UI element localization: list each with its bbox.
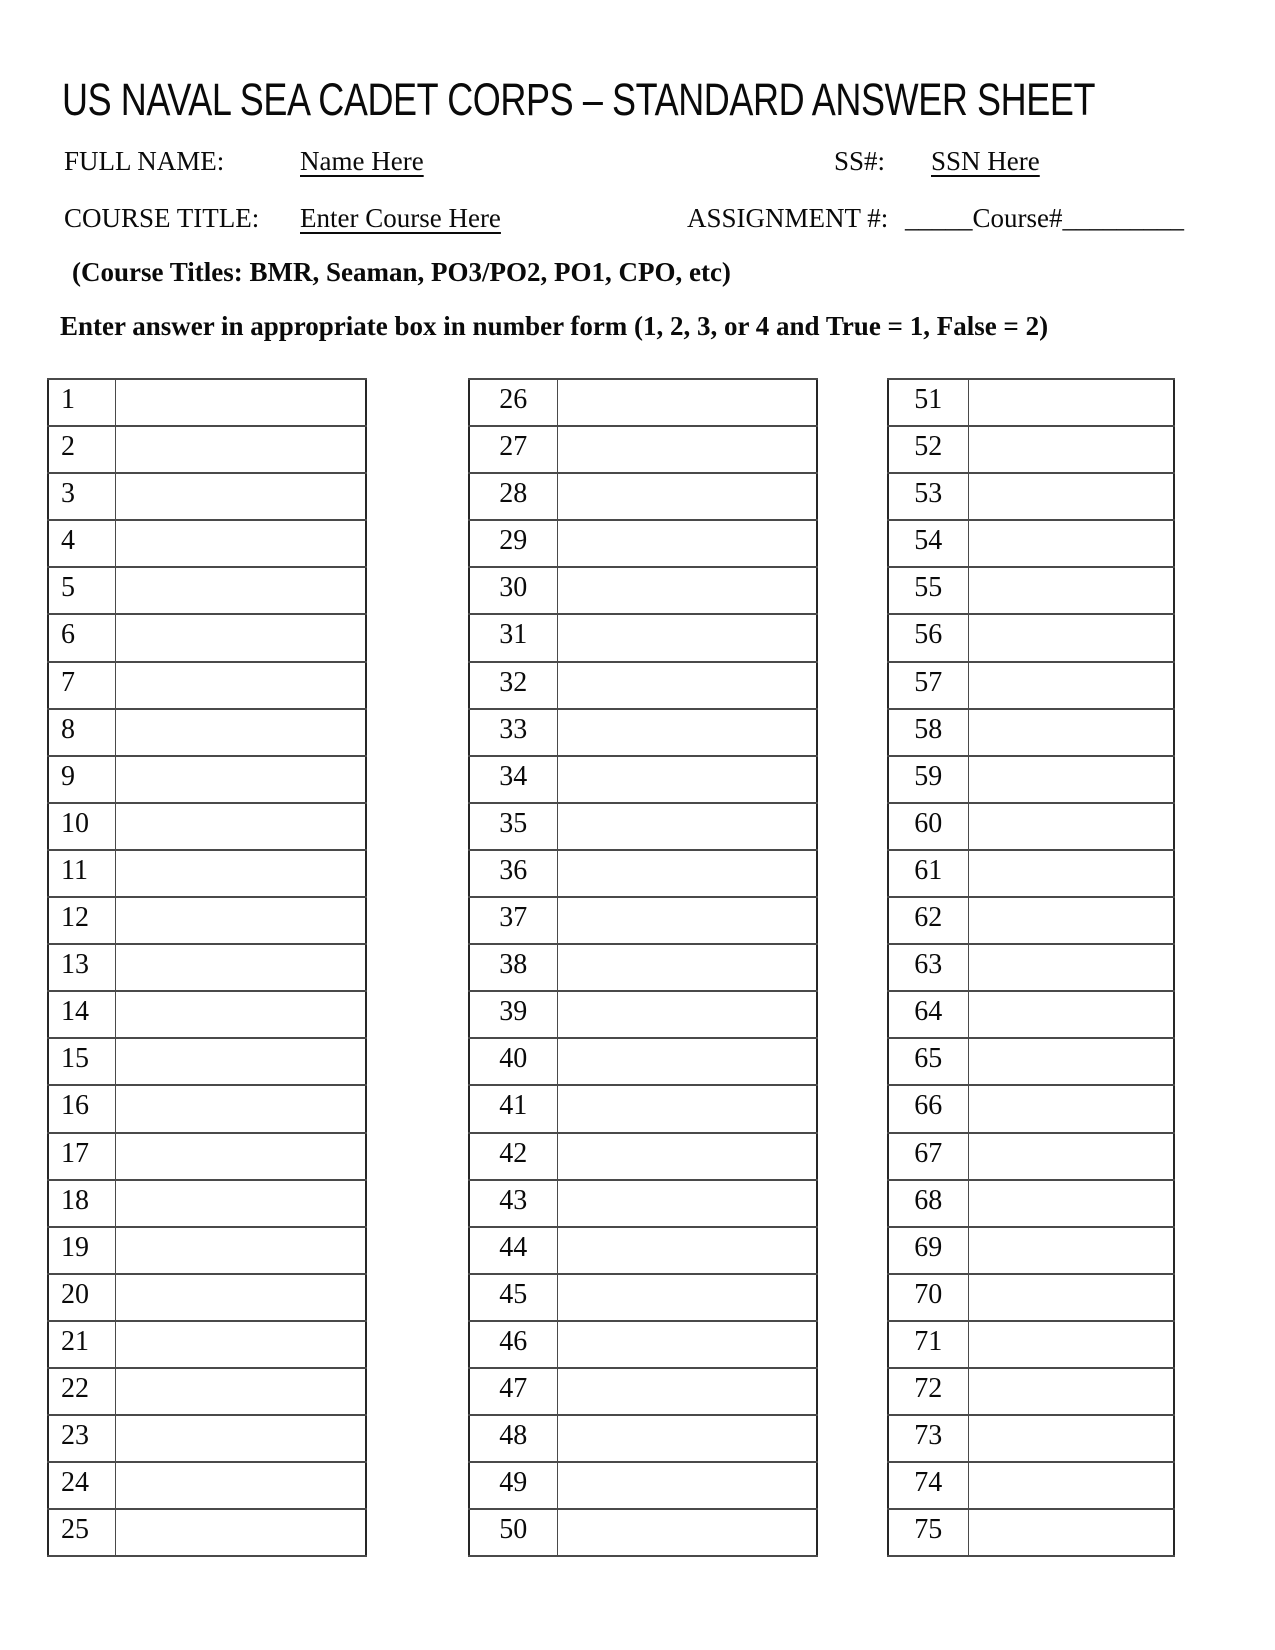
course-titles-note: (Course Titles: BMR, Seaman, PO3/PO2, PO1, CPO, etc) — [72, 257, 731, 287]
answer-cell[interactable] — [115, 520, 366, 567]
question-number: 3 — [48, 473, 115, 520]
answer-cell[interactable] — [557, 1227, 817, 1274]
answer-row — [469, 944, 817, 991]
question-number: 44 — [469, 1227, 557, 1274]
question-number: 19 — [48, 1227, 115, 1274]
answer-row — [48, 1415, 366, 1462]
answer-cell[interactable] — [115, 567, 366, 614]
answer-cell[interactable] — [115, 850, 366, 897]
answer-row — [888, 614, 1174, 661]
answer-cell[interactable] — [115, 662, 366, 709]
answer-row — [48, 379, 366, 426]
answer-row — [888, 1509, 1174, 1556]
question-number: 67 — [888, 1133, 968, 1180]
question-number: 20 — [48, 1274, 115, 1321]
answer-cell[interactable] — [968, 850, 1174, 897]
answer-cell[interactable] — [557, 991, 817, 1038]
answer-row — [469, 426, 817, 473]
question-number: 47 — [469, 1368, 557, 1415]
answer-row — [469, 1462, 817, 1509]
answer-row — [888, 1321, 1174, 1368]
question-number: 22 — [48, 1368, 115, 1415]
answer-cell[interactable] — [968, 473, 1174, 520]
question-number: 66 — [888, 1085, 968, 1132]
answer-cell[interactable] — [115, 1038, 366, 1085]
answer-row — [888, 379, 1174, 426]
question-number: 33 — [469, 709, 557, 756]
question-number: 10 — [48, 803, 115, 850]
question-number: 29 — [469, 520, 557, 567]
question-number: 64 — [888, 991, 968, 1038]
answer-cell[interactable] — [557, 426, 817, 473]
answer-cell[interactable] — [968, 1368, 1174, 1415]
answer-cell[interactable] — [115, 709, 366, 756]
answer-cell[interactable] — [115, 803, 366, 850]
answer-cell[interactable] — [968, 1321, 1174, 1368]
question-number: 62 — [888, 897, 968, 944]
answer-cell[interactable] — [968, 1180, 1174, 1227]
question-number: 63 — [888, 944, 968, 991]
answer-row — [48, 1274, 366, 1321]
question-number: 9 — [48, 756, 115, 803]
answer-row — [469, 850, 817, 897]
course-title-field[interactable]: Enter Course Here — [300, 203, 501, 233]
answer-table-1-25 — [47, 378, 367, 1557]
answer-cell[interactable] — [115, 1368, 366, 1415]
answer-cell[interactable] — [557, 709, 817, 756]
answer-cell[interactable] — [557, 379, 817, 426]
question-number: 30 — [469, 567, 557, 614]
answer-cell[interactable] — [968, 379, 1174, 426]
answer-row — [48, 473, 366, 520]
question-number: 13 — [48, 944, 115, 991]
answer-cell[interactable] — [557, 944, 817, 991]
question-number: 17 — [48, 1133, 115, 1180]
answer-row — [888, 1415, 1174, 1462]
answer-cell[interactable] — [968, 662, 1174, 709]
question-number: 11 — [48, 850, 115, 897]
answer-row — [469, 1085, 817, 1132]
question-number: 51 — [888, 379, 968, 426]
answer-cell[interactable] — [115, 944, 366, 991]
answer-row — [888, 1227, 1174, 1274]
question-number: 60 — [888, 803, 968, 850]
answer-cell[interactable] — [115, 379, 366, 426]
answer-row — [469, 1321, 817, 1368]
question-number: 15 — [48, 1038, 115, 1085]
question-number: 61 — [888, 850, 968, 897]
answer-cell[interactable] — [557, 473, 817, 520]
answer-cell[interactable] — [557, 756, 817, 803]
answer-cell[interactable] — [968, 1227, 1174, 1274]
question-number: 53 — [888, 473, 968, 520]
answer-cell[interactable] — [968, 756, 1174, 803]
answer-row — [48, 1368, 366, 1415]
question-number: 31 — [469, 614, 557, 661]
question-number: 40 — [469, 1038, 557, 1085]
question-number: 21 — [48, 1321, 115, 1368]
answer-row — [888, 520, 1174, 567]
assignment-field[interactable]: _____Course#_________ — [905, 203, 1184, 233]
answer-row — [48, 426, 366, 473]
answer-row — [469, 1133, 817, 1180]
answer-row — [48, 1321, 366, 1368]
question-number: 75 — [888, 1509, 968, 1556]
answer-cell[interactable] — [115, 1274, 366, 1321]
answer-row — [888, 1038, 1174, 1085]
answer-cell[interactable] — [115, 897, 366, 944]
answer-row — [48, 1462, 366, 1509]
answer-row — [469, 991, 817, 1038]
answer-row — [48, 803, 366, 850]
question-number: 50 — [469, 1509, 557, 1556]
question-number: 36 — [469, 850, 557, 897]
question-number: 14 — [48, 991, 115, 1038]
answer-cell[interactable] — [557, 1274, 817, 1321]
question-number: 49 — [469, 1462, 557, 1509]
answer-row — [469, 567, 817, 614]
answer-cell[interactable] — [557, 567, 817, 614]
answer-cell[interactable] — [557, 1133, 817, 1180]
answer-cell[interactable] — [115, 756, 366, 803]
question-number: 28 — [469, 473, 557, 520]
question-number: 58 — [888, 709, 968, 756]
answer-row — [469, 1415, 817, 1462]
answer-row — [469, 614, 817, 661]
page-title: US NAVAL SEA CADET CORPS – STANDARD ANSWER SHEET — [62, 74, 1096, 125]
answer-row — [888, 850, 1174, 897]
answer-row — [48, 1509, 366, 1556]
answer-row — [469, 1038, 817, 1085]
answer-row — [469, 1274, 817, 1321]
answer-cell[interactable] — [115, 426, 366, 473]
question-number: 55 — [888, 567, 968, 614]
answer-row — [888, 756, 1174, 803]
answer-row — [888, 662, 1174, 709]
question-number: 54 — [888, 520, 968, 567]
answer-row — [888, 709, 1174, 756]
question-number: 73 — [888, 1415, 968, 1462]
question-number: 72 — [888, 1368, 968, 1415]
question-number: 56 — [888, 614, 968, 661]
ssn-field[interactable]: SSN Here — [931, 146, 1040, 176]
answer-cell[interactable] — [968, 426, 1174, 473]
answer-row — [48, 897, 366, 944]
question-number: 74 — [888, 1462, 968, 1509]
question-number: 25 — [48, 1509, 115, 1556]
answer-cell[interactable] — [557, 897, 817, 944]
question-number: 26 — [469, 379, 557, 426]
answer-cell[interactable] — [557, 662, 817, 709]
question-number: 57 — [888, 662, 968, 709]
answer-cell[interactable] — [968, 991, 1174, 1038]
answer-cell[interactable] — [968, 567, 1174, 614]
answer-row — [888, 1368, 1174, 1415]
answer-row — [48, 1038, 366, 1085]
answer-row — [469, 662, 817, 709]
question-number: 45 — [469, 1274, 557, 1321]
full-name-field[interactable]: Name Here — [300, 146, 424, 176]
answer-cell[interactable] — [115, 1415, 366, 1462]
answer-row — [888, 426, 1174, 473]
answer-cell[interactable] — [557, 1368, 817, 1415]
answer-cell[interactable] — [115, 1180, 366, 1227]
question-number: 37 — [469, 897, 557, 944]
answer-row — [48, 1085, 366, 1132]
question-number: 2 — [48, 426, 115, 473]
answer-cell[interactable] — [557, 614, 817, 661]
question-number: 35 — [469, 803, 557, 850]
answer-cell[interactable] — [115, 1462, 366, 1509]
answer-cell[interactable] — [115, 1509, 366, 1556]
answer-cell[interactable] — [968, 803, 1174, 850]
answer-row — [888, 803, 1174, 850]
answer-row — [48, 1180, 366, 1227]
question-number: 1 — [48, 379, 115, 426]
answer-cell[interactable] — [115, 1085, 366, 1132]
answer-row — [469, 803, 817, 850]
answer-cell[interactable] — [557, 1321, 817, 1368]
question-number: 43 — [469, 1180, 557, 1227]
question-number: 12 — [48, 897, 115, 944]
answer-row — [48, 520, 366, 567]
answer-cell[interactable] — [557, 1509, 817, 1556]
answer-row — [469, 473, 817, 520]
answer-cell[interactable] — [557, 1462, 817, 1509]
answer-cell[interactable] — [115, 1321, 366, 1368]
question-number: 24 — [48, 1462, 115, 1509]
answer-row — [888, 1133, 1174, 1180]
answer-row — [469, 756, 817, 803]
answer-row — [888, 1085, 1174, 1132]
course-title-label: COURSE TITLE: — [64, 203, 260, 233]
answer-cell[interactable] — [557, 520, 817, 567]
answer-row — [48, 662, 366, 709]
answer-row — [469, 1227, 817, 1274]
question-number: 39 — [469, 991, 557, 1038]
question-number: 46 — [469, 1321, 557, 1368]
question-number: 18 — [48, 1180, 115, 1227]
question-number: 52 — [888, 426, 968, 473]
answer-row — [888, 473, 1174, 520]
answer-row — [48, 709, 366, 756]
answer-cell[interactable] — [557, 1415, 817, 1462]
answer-cell[interactable] — [115, 1133, 366, 1180]
answer-row — [469, 379, 817, 426]
answer-cell[interactable] — [115, 1227, 366, 1274]
question-number: 38 — [469, 944, 557, 991]
answer-cell[interactable] — [557, 850, 817, 897]
answer-row — [888, 944, 1174, 991]
question-number: 68 — [888, 1180, 968, 1227]
answer-table-26-50 — [468, 378, 818, 1557]
assignment-label: ASSIGNMENT #: — [687, 203, 889, 233]
question-number: 71 — [888, 1321, 968, 1368]
question-number: 8 — [48, 709, 115, 756]
answer-cell[interactable] — [115, 991, 366, 1038]
question-number: 5 — [48, 567, 115, 614]
answer-cell[interactable] — [968, 1462, 1174, 1509]
answer-table-51-75 — [887, 378, 1175, 1557]
question-number: 6 — [48, 614, 115, 661]
answer-cell[interactable] — [968, 1133, 1174, 1180]
answer-row — [888, 897, 1174, 944]
answer-cell[interactable] — [557, 1180, 817, 1227]
answer-row — [888, 991, 1174, 1038]
answer-row — [888, 1462, 1174, 1509]
question-number: 69 — [888, 1227, 968, 1274]
question-number: 4 — [48, 520, 115, 567]
answer-cell[interactable] — [115, 473, 366, 520]
answer-cell[interactable] — [968, 897, 1174, 944]
question-number: 41 — [469, 1085, 557, 1132]
answer-cell[interactable] — [968, 1274, 1174, 1321]
answer-cell[interactable] — [968, 1509, 1174, 1556]
question-number: 48 — [469, 1415, 557, 1462]
question-number: 32 — [469, 662, 557, 709]
answer-cell[interactable] — [115, 614, 366, 661]
answer-cell[interactable] — [968, 709, 1174, 756]
answer-cell[interactable] — [557, 803, 817, 850]
answer-row — [48, 850, 366, 897]
answer-row — [469, 897, 817, 944]
question-number: 65 — [888, 1038, 968, 1085]
answer-row — [469, 1509, 817, 1556]
answer-cell[interactable] — [557, 1038, 817, 1085]
question-number: 16 — [48, 1085, 115, 1132]
answer-cell[interactable] — [968, 520, 1174, 567]
answer-row — [48, 991, 366, 1038]
full-name-label: FULL NAME: — [64, 146, 225, 176]
instructions-note: Enter answer in appropriate box in number form (1, 2, 3, or 4 and True = 1, False = 2) — [60, 311, 1049, 341]
answer-row — [469, 520, 817, 567]
question-number: 59 — [888, 756, 968, 803]
answer-row — [48, 614, 366, 661]
answer-cell[interactable] — [968, 944, 1174, 991]
answer-row — [469, 1368, 817, 1415]
answer-row — [888, 1274, 1174, 1321]
question-number: 42 — [469, 1133, 557, 1180]
answer-row — [48, 1133, 366, 1180]
question-number: 34 — [469, 756, 557, 803]
answer-row — [48, 944, 366, 991]
answer-row — [469, 1180, 817, 1227]
answer-cell[interactable] — [968, 1415, 1174, 1462]
ssn-label: SS#: — [834, 146, 886, 176]
answer-cell[interactable] — [968, 1038, 1174, 1085]
answer-row — [48, 567, 366, 614]
question-number: 7 — [48, 662, 115, 709]
answer-cell[interactable] — [968, 614, 1174, 661]
answer-row — [48, 1227, 366, 1274]
answer-row — [48, 756, 366, 803]
answer-row — [888, 1180, 1174, 1227]
answer-cell[interactable] — [557, 1085, 817, 1132]
question-number: 70 — [888, 1274, 968, 1321]
answer-row — [469, 709, 817, 756]
answer-row — [888, 567, 1174, 614]
question-number: 23 — [48, 1415, 115, 1462]
question-number: 27 — [469, 426, 557, 473]
answer-cell[interactable] — [968, 1085, 1174, 1132]
